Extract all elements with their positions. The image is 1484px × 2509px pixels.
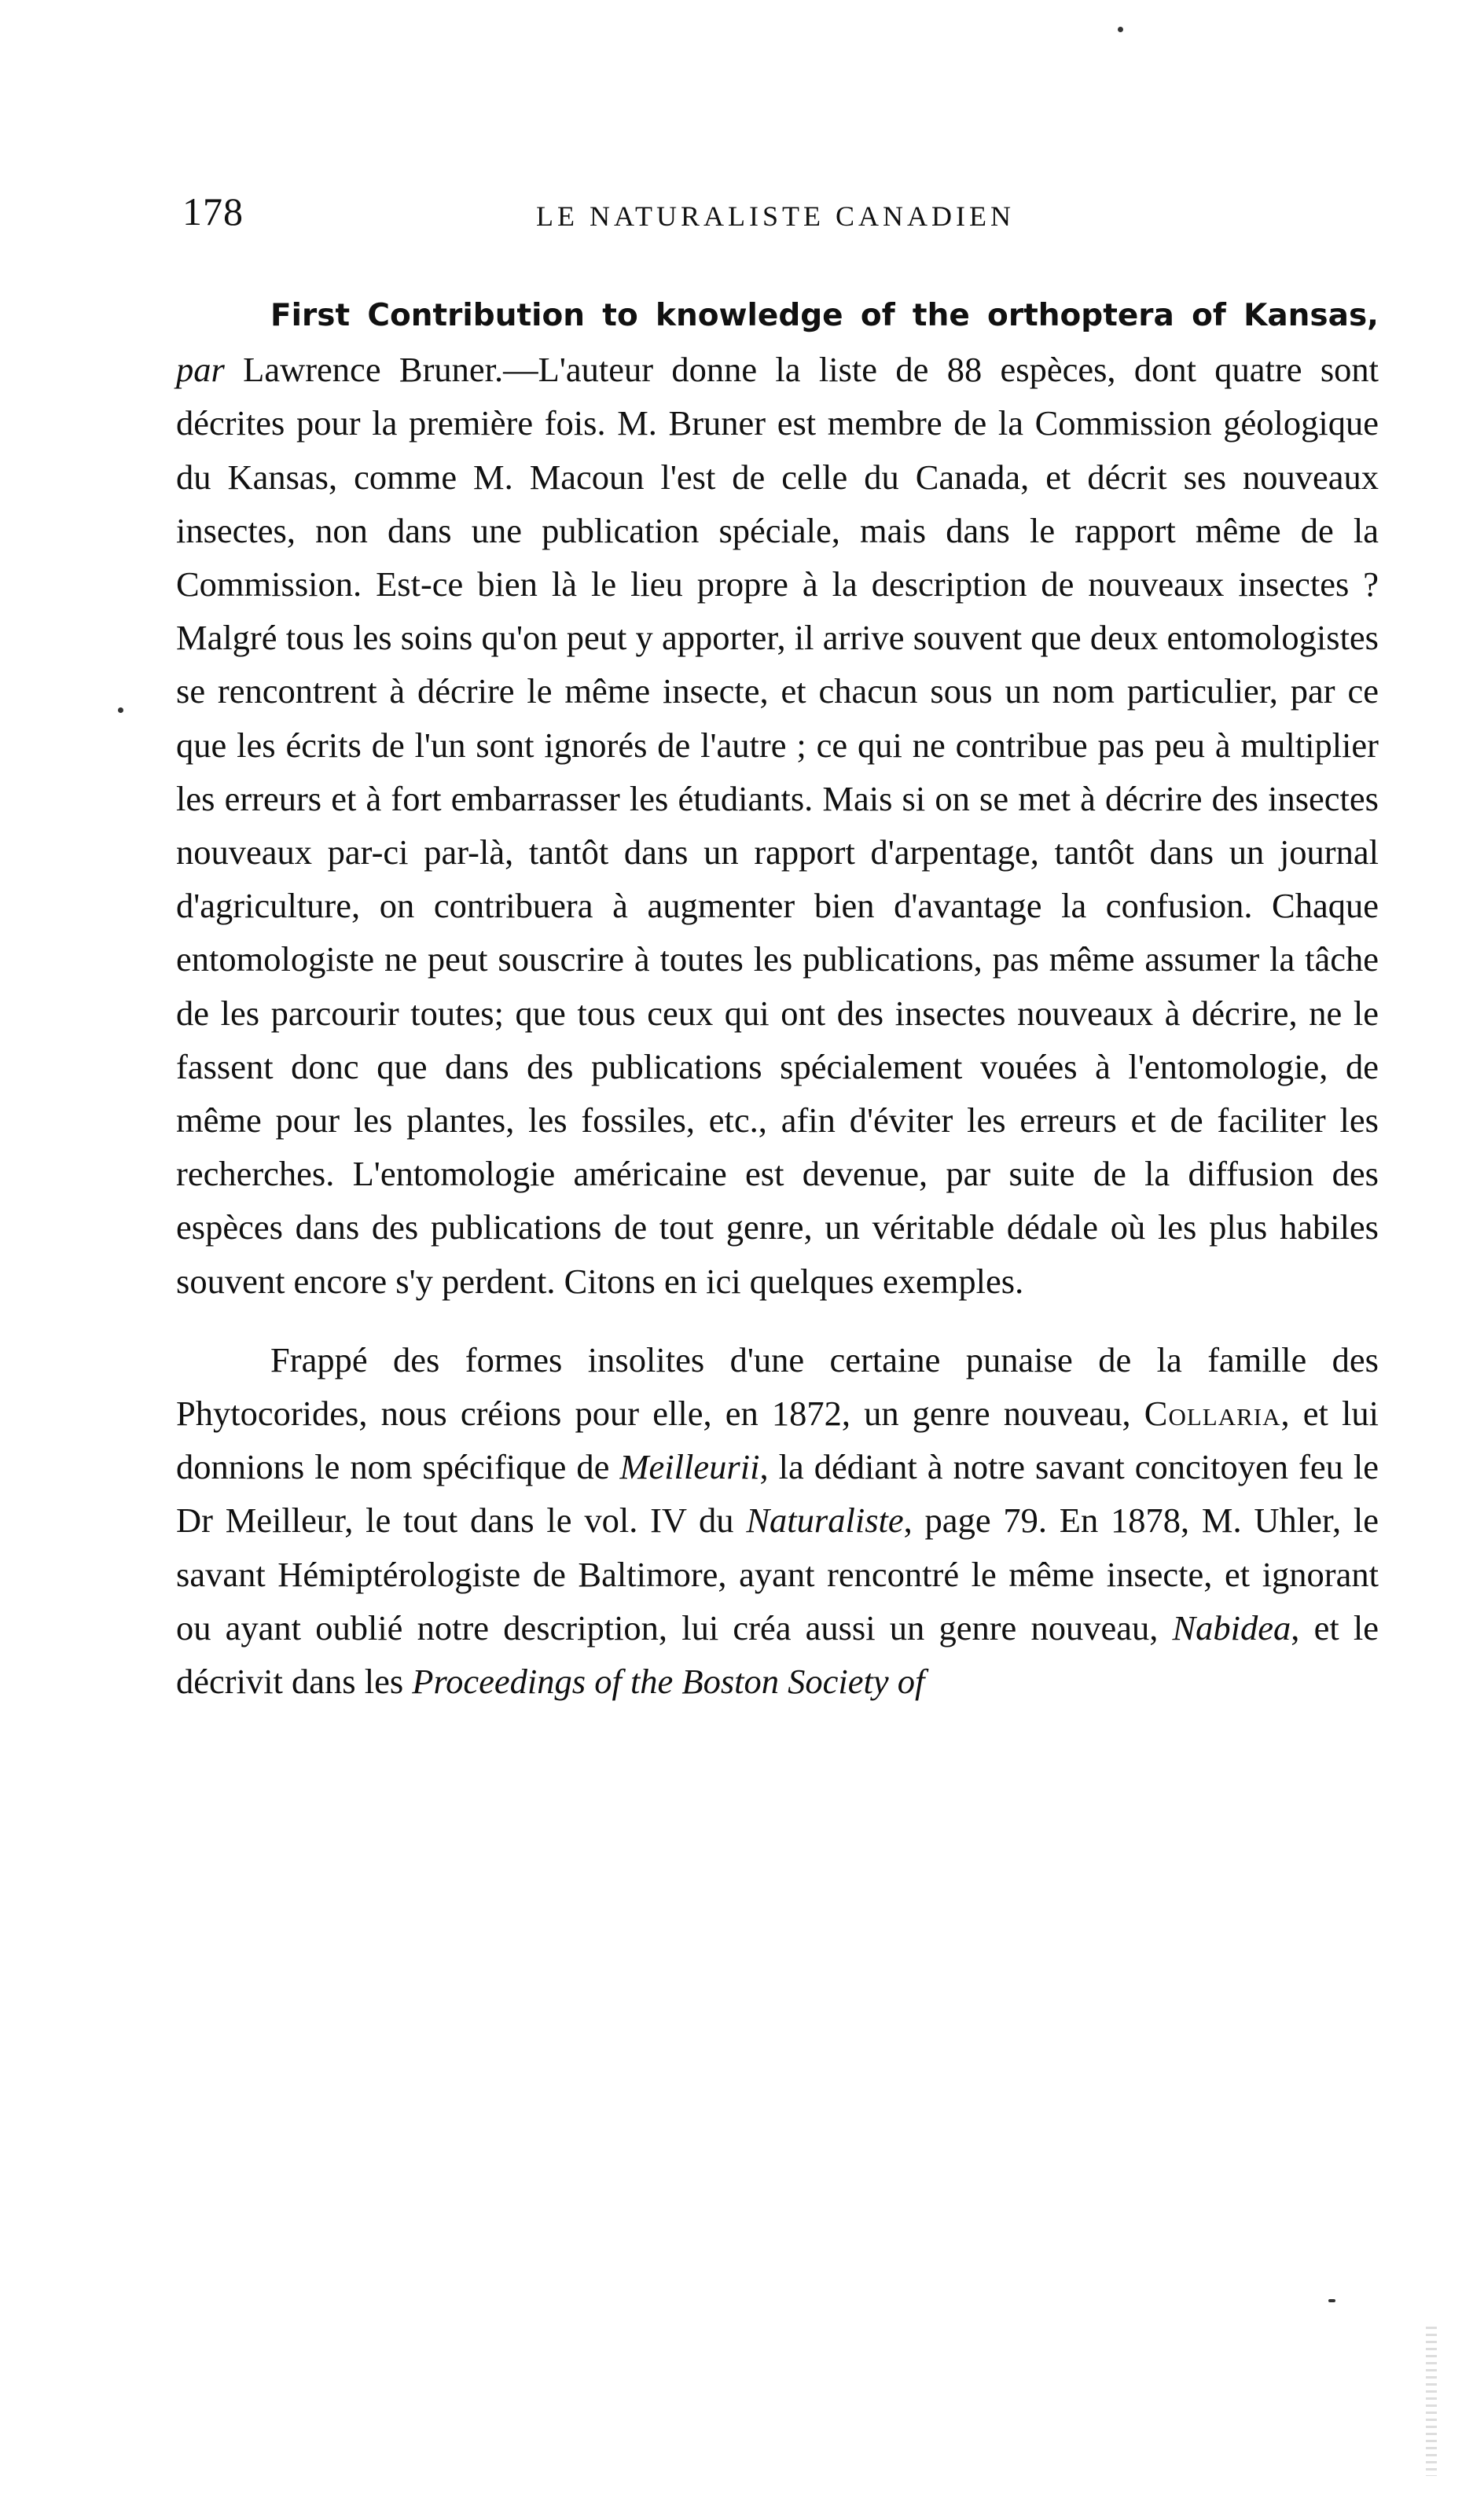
- review-text: Lawrence Bruner.—L'auteur donne la liste de 88 espèces, dont quatre sont décrites pour la première fois. M. Bruner est membre de la Commission géologique du Kansas, comme M. Macoun l'est de celle du Canada, et décrit ses nouveaux insectes, non dans une publication spéciale, mais dans le rapport même de la Commission. Est-ce bien là le lieu propre à la description de nouveaux insectes ? Malgré tous les soins qu'on peut y apporter, il arrive souvent que deux entomologistes se rencontrent à décrire le même insecte, et chacun sous un nom particulier, par ce que les écrits de l'un sont ignorés de l'autre ; ce qui ne contribue pas peu à multiplier les erreurs et à fort embarrasser les étudiants. Mais si on se met à décrire des insectes nouveaux par-ci par-là, tantôt dans un rapport d'arpentage, tantôt dans un journal d'agriculture, on contribuera à augmenter bien d'avantage la confusion. Chaque entomologiste ne peut souscrire à toutes les publications, pas même assumer la tâche de les parcourir toutes; que tous ceux qui ont des insectes nouveaux à décrire, ne le fassent donc que dans des publications spécialement vouées à l'entomologie, de même pour les plantes, les fossiles, etc., afin d'éviter les erreurs et de faciliter les recherches. L'entomologie américaine est devenue, par suite de la diffusion des espèces dans des publications de tout genre, un véritable dédale où les plus habiles souvent encore s'y perdent. Citons en ici quelques exemples.: [176, 350, 1379, 1301]
- paragraph2-part4: , page 79. En 1878, M. Uhler, le savant Hémiptérologiste de Baltimore, ayant rencontré le même insecte, et ignorant ou ayant oublié notre description, lui créa aussi un genre nouveau,: [176, 1501, 1379, 1648]
- paragraph2-part3: , la dédiant à notre savant concitoyen feu le Dr Meilleur, le tout dans le vol. IV du: [176, 1447, 1379, 1541]
- body-text: [176, 287, 1379, 1708]
- par-word: par: [176, 350, 225, 390]
- journal-naturaliste: Naturaliste: [746, 1501, 904, 1541]
- ink-speck: [1328, 2299, 1335, 2302]
- running-title: LE NATURALISTE CANADIEN: [536, 200, 1015, 232]
- paragraph2-part2: , et lui donnions le nom spécifique de: [176, 1394, 1379, 1487]
- ink-speck: [118, 707, 123, 713]
- species-meilleurii: Meilleurii: [619, 1447, 760, 1487]
- paragraph-review: [176, 287, 1379, 1308]
- page-header: [182, 189, 1393, 236]
- genus-nabidea: Nabidea: [1172, 1607, 1291, 1648]
- genus-collaria: Collaria: [1144, 1394, 1281, 1434]
- paragraph2-part5: , et le décrivit dans les: [176, 1607, 1379, 1702]
- page-number: 178: [182, 189, 244, 233]
- margin-noise: [1426, 2327, 1437, 2476]
- ink-speck: [1118, 27, 1123, 32]
- paragraph2-part1: Frappé des formes insolites d'une certaine punaise de la famille des Phytocorides, nous créions pour elle, en 1872, un genre nouveau,: [176, 1339, 1379, 1434]
- paragraph-examples: [176, 1333, 1379, 1708]
- review-title: First Contribution to knowledge of the orthoptera of Kansas,: [270, 298, 1379, 333]
- journal-proceedings: Proceedings of the Boston Society of: [412, 1662, 925, 1702]
